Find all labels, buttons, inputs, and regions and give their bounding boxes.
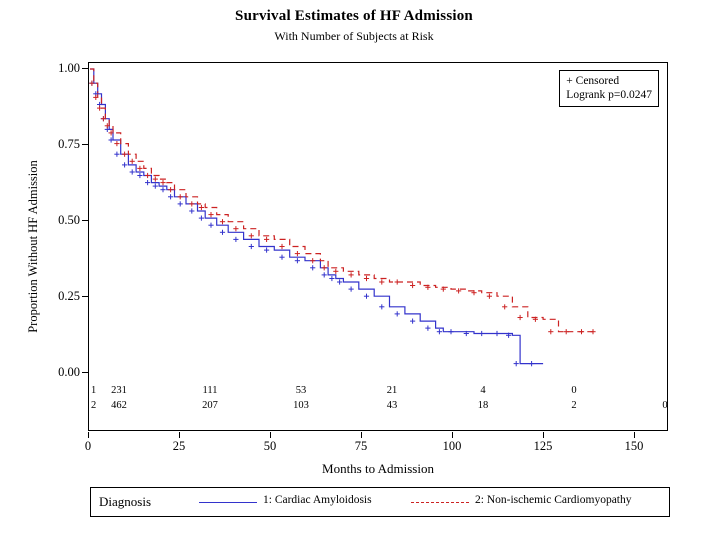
censor-mark <box>590 329 595 334</box>
censor-mark <box>364 294 369 299</box>
logrank-text: Logrank p=0.0247 <box>566 89 652 101</box>
censor-mark <box>479 331 484 336</box>
at-risk-row-label-2: 2 <box>91 400 97 411</box>
censor-mark <box>322 265 327 270</box>
censor-mark <box>410 319 415 324</box>
at-risk-cell: 21 <box>386 385 398 396</box>
at-risk-cell: 462 <box>111 400 127 411</box>
x-tick-label-1: 0 <box>84 439 92 453</box>
y-tick-label-1: 1.00 <box>58 61 80 75</box>
censor-mark <box>322 272 327 277</box>
censor-mark <box>137 173 142 178</box>
censor-mark <box>145 173 150 178</box>
at-risk-cell: 207 <box>202 400 218 411</box>
censor-mark <box>168 187 173 192</box>
censor-mark <box>189 201 194 206</box>
x-tick-mark <box>452 432 453 438</box>
legend-title: Diagnosis <box>99 494 151 509</box>
at-risk-cell: 231 <box>111 385 127 396</box>
censor-mark <box>137 166 142 171</box>
censor-mark <box>160 180 165 185</box>
censor-mark <box>199 216 204 221</box>
censor-mark <box>208 212 213 217</box>
at-risk-cell: 0 <box>662 400 668 411</box>
legend-swatch-series-2 <box>411 502 469 503</box>
curve-series-1 <box>90 69 543 364</box>
censor-mark <box>130 169 135 174</box>
at-risk-row-label-1: 1 <box>91 385 97 396</box>
at-risk-cell: 43 <box>386 400 398 411</box>
x-tick-label-6: 125 <box>533 439 553 453</box>
censor-mark <box>153 184 158 189</box>
censor-mark <box>518 315 523 320</box>
at-risk-cell: 53 <box>295 385 307 396</box>
censor-mark <box>564 329 569 334</box>
censor-mark <box>178 194 183 199</box>
x-tick-label-5: 100 <box>442 439 462 453</box>
y-tick-label-3: 0.50 <box>58 213 80 227</box>
survival-curves <box>89 63 667 430</box>
censor-mark <box>395 279 400 284</box>
legend <box>90 487 670 517</box>
censor-mark <box>122 162 127 167</box>
censor-mark <box>249 233 254 238</box>
censor-mark <box>395 311 400 316</box>
censor-mark <box>160 187 165 192</box>
x-tick-mark <box>361 432 362 438</box>
censor-mark <box>233 226 238 231</box>
x-tick-mark <box>543 432 544 438</box>
plot-area <box>88 62 668 431</box>
at-risk-cell: 2 <box>571 400 577 411</box>
censor-mark <box>122 152 127 157</box>
censor-mark <box>114 141 119 146</box>
censor-mark <box>130 159 135 164</box>
censor-mark <box>310 265 315 270</box>
censor-mark <box>199 205 204 210</box>
at-risk-cell: 0 <box>571 385 577 396</box>
censor-mark <box>364 276 369 281</box>
y-tick-label-2: 0.75 <box>58 137 80 151</box>
censor-mark <box>529 361 534 366</box>
annotation-box <box>559 70 659 107</box>
censor-mark <box>310 258 315 263</box>
censor-mark <box>279 244 284 249</box>
censor-mark <box>379 279 384 284</box>
legend-swatch-series-1 <box>199 502 257 503</box>
censor-mark <box>295 251 300 256</box>
censor-mark <box>114 152 119 157</box>
censor-mark <box>189 208 194 213</box>
y-tick-label-5: 0.00 <box>58 365 80 379</box>
chart-title: Survival Estimates of HF Admission <box>235 8 473 24</box>
censor-mark <box>153 177 158 182</box>
x-tick-label-2: 25 <box>172 439 186 453</box>
x-axis-label: Months to Admission <box>322 461 434 476</box>
curve-series-2 <box>90 69 597 332</box>
x-tick-label-7: 150 <box>624 439 644 453</box>
censor-mark <box>349 287 354 292</box>
censor-mark <box>437 329 442 334</box>
censor-mark <box>494 331 499 336</box>
censor-mark <box>548 329 553 334</box>
at-risk-cell: 103 <box>293 400 309 411</box>
censored-legend-text: + Censored <box>566 75 620 87</box>
x-tick-label-4: 75 <box>354 439 368 453</box>
x-tick-mark <box>634 432 635 438</box>
censor-mark <box>579 329 584 334</box>
censor-mark <box>329 276 334 281</box>
censor-mark <box>249 244 254 249</box>
censor-mark <box>220 230 225 235</box>
censor-mark <box>349 272 354 277</box>
at-risk-cell: 4 <box>480 385 486 396</box>
censor-mark <box>448 329 453 334</box>
y-tick-label-4: 0.25 <box>58 289 80 303</box>
at-risk-cell: 111 <box>202 385 218 396</box>
at-risk-table <box>88 385 668 429</box>
censor-mark <box>425 326 430 331</box>
censor-mark <box>410 283 415 288</box>
censor-mark <box>233 237 238 242</box>
censor-mark <box>337 279 342 284</box>
censor-mark <box>295 258 300 263</box>
censor-mark <box>514 361 519 366</box>
censor-mark <box>487 294 492 299</box>
censor-mark <box>145 180 150 185</box>
legend-label-series-1: 1: Cardiac Amyloidosis <box>263 494 372 506</box>
x-tick-label-3: 50 <box>263 439 277 453</box>
at-risk-cell: 18 <box>477 400 489 411</box>
censor-mark <box>208 223 213 228</box>
censor-mark <box>333 269 338 274</box>
censor-mark <box>264 237 269 242</box>
chart-subtitle: With Number of Subjects at Risk <box>274 29 434 43</box>
censor-mark <box>379 304 384 309</box>
x-tick-mark <box>270 432 271 438</box>
censor-mark <box>264 248 269 253</box>
censor-mark <box>220 219 225 224</box>
legend-label-series-2: 2: Non-ischemic Cardiomyopathy <box>475 494 632 506</box>
x-tick-mark <box>179 432 180 438</box>
censor-mark <box>502 304 507 309</box>
censor-mark <box>279 255 284 260</box>
x-tick-mark <box>88 432 89 438</box>
y-axis-label: Proportion Without HF Admission <box>26 160 40 333</box>
censor-mark <box>97 106 102 111</box>
censor-mark <box>168 194 173 199</box>
censor-mark <box>178 201 183 206</box>
